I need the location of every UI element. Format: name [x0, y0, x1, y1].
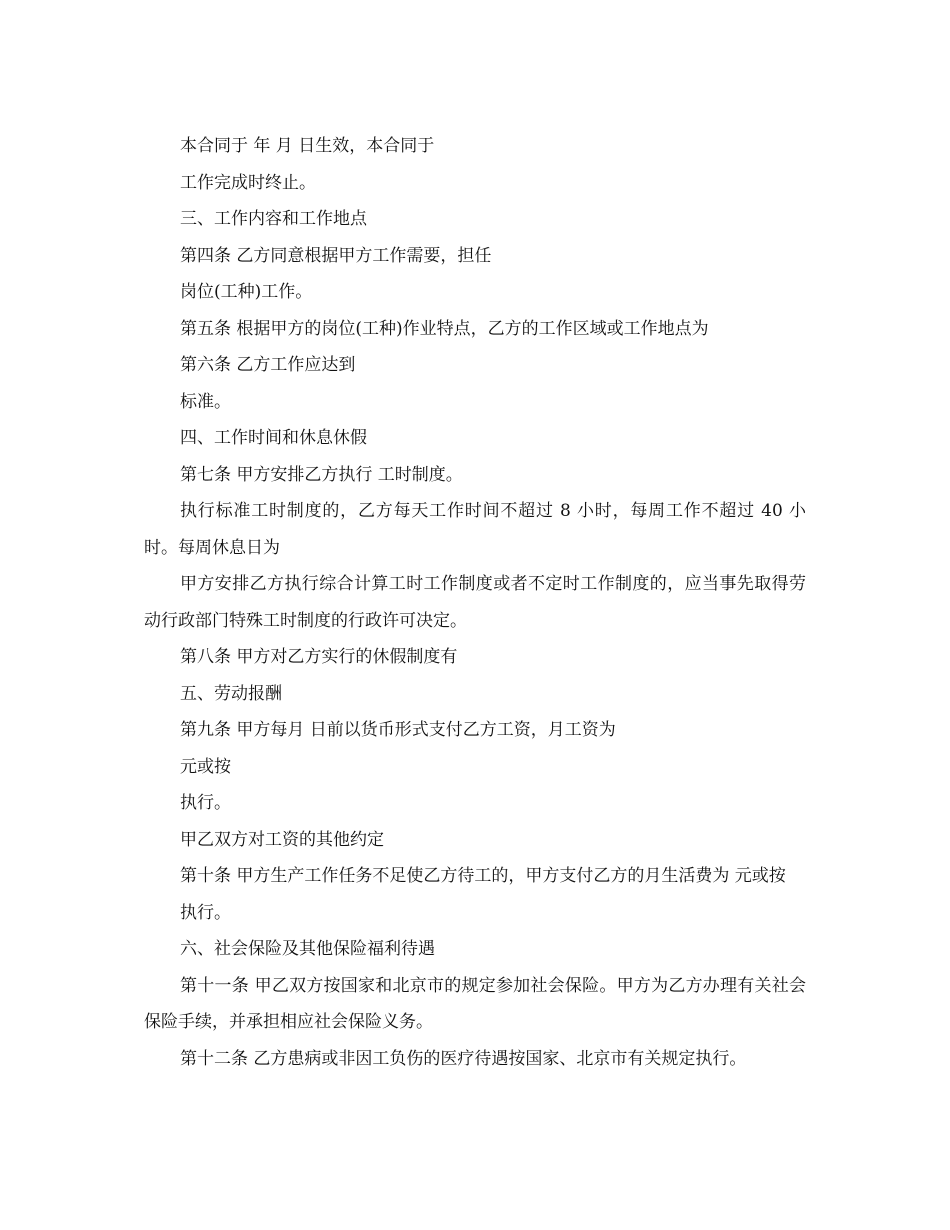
article-4: 第四条 乙方同意根据甲方工作需要，担任	[180, 245, 492, 266]
article-8: 第八条 甲方对乙方实行的休假制度有	[180, 647, 458, 667]
article-12: 第十二条 乙方患病或非因工负伤的医疗待遇按国家、北京市有关规定执行。	[180, 1048, 747, 1069]
article-9-continued-2: 执行。	[180, 793, 231, 813]
article-10-continued: 执行。	[180, 902, 231, 923]
article-7: 第七条 甲方安排乙方执行 工时制度。	[180, 464, 463, 485]
paragraph-special-hours: 甲方安排乙方执行综合计算工时工作制度或者不定时工作制度的，应当事先取得劳动行政部门特殊工时制度的行政许可决定。	[144, 574, 806, 631]
section-heading-remuneration: 五、劳动报酬	[180, 683, 282, 704]
paragraph-other-wage-terms: 甲乙双方对工资的其他约定	[180, 829, 384, 850]
article-9-continued-1: 元或按	[180, 756, 231, 777]
paragraph-effective-date: 本合同于 年 月 日生效，本合同于	[180, 136, 435, 156]
article-9: 第九条 甲方每月 日前以货币形式支付乙方工资，月工资为	[180, 720, 616, 740]
article-6: 第六条 乙方工作应达到	[180, 355, 356, 375]
article-10: 第十条 甲方生产工作任务不足使乙方待工的，甲方支付乙方的月生活费为 元或按	[180, 866, 786, 886]
article-6-continued: 标准。	[180, 391, 231, 412]
section-heading-social-insurance: 六、社会保险及其他保险福利待遇	[180, 939, 435, 959]
section-heading-work-content: 三、工作内容和工作地点	[180, 209, 367, 229]
document-body	[144, 128, 806, 1077]
article-4-continued: 岗位(工种)工作。	[180, 282, 313, 302]
article-11: 第十一条 甲乙双方按国家和北京市的规定参加社会保险。甲方为乙方办理有关社会保险手续，并承担相应社会保险义务。	[144, 975, 806, 1032]
paragraph-termination: 工作完成时终止。	[180, 172, 316, 193]
section-heading-work-hours: 四、工作时间和休息休假	[180, 428, 367, 448]
paragraph-standard-hours: 执行标准工时制度的，乙方每天工作时间不超过 8 小时，每周工作不超过 40 小时。每周休息日为	[144, 501, 806, 558]
article-5: 第五条 根据甲方的岗位(工种)作业特点，乙方的工作区域或工作地点为	[180, 318, 709, 339]
